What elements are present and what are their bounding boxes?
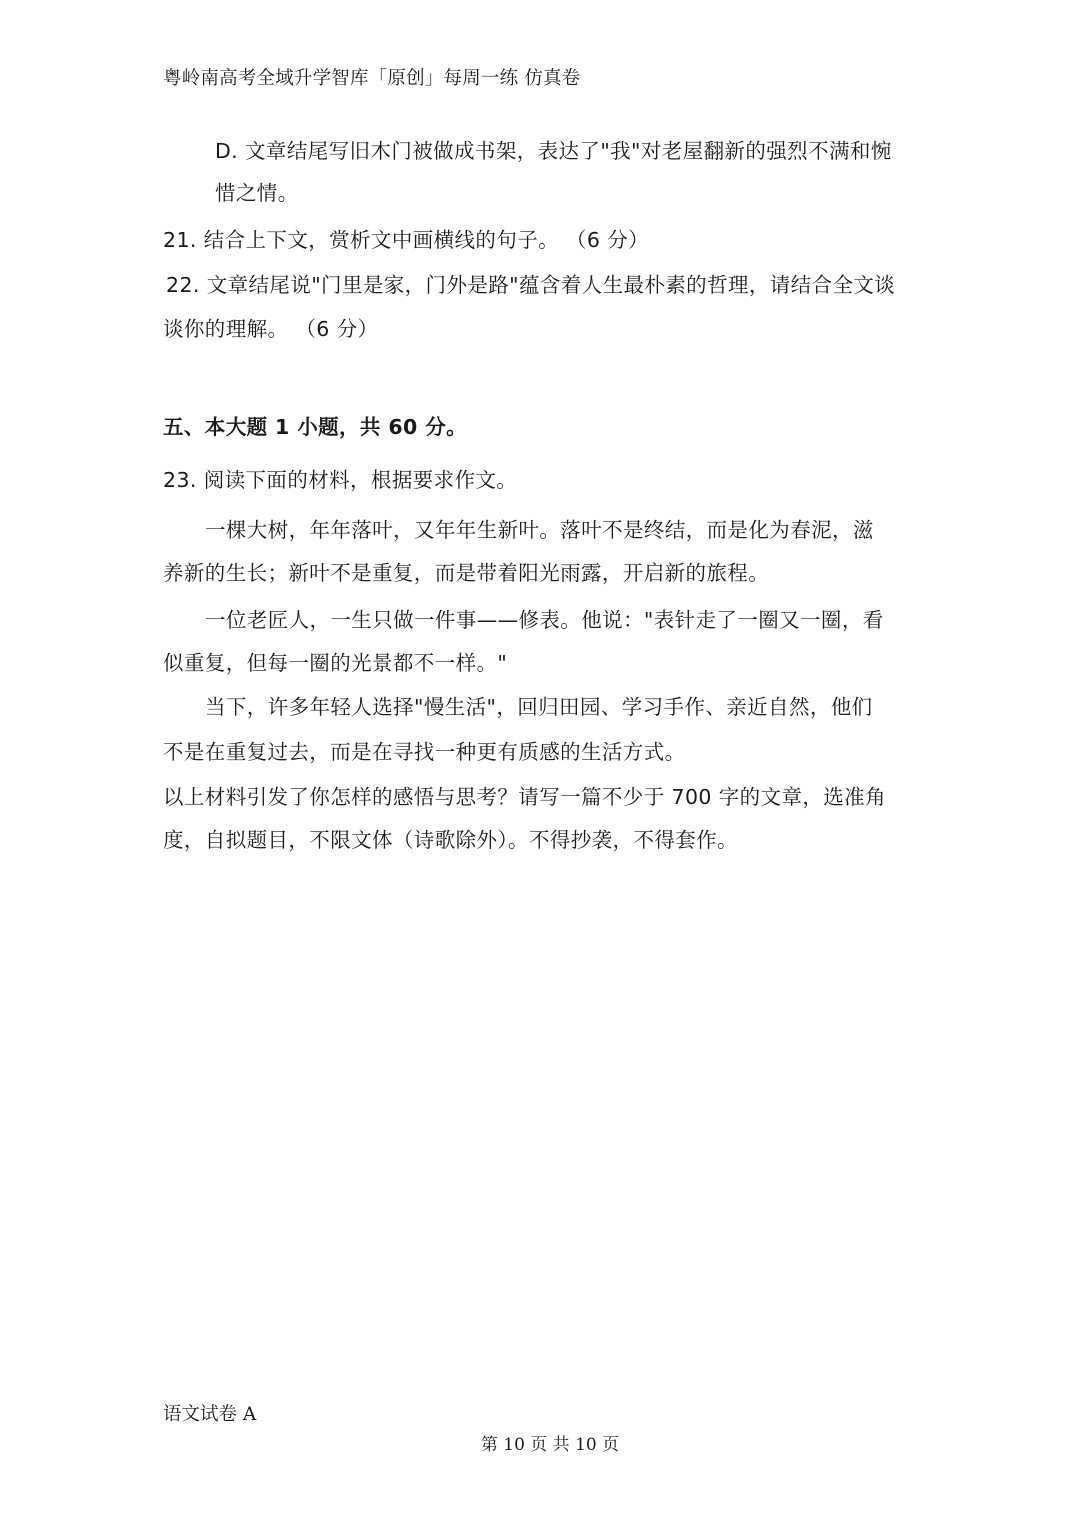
material-para-2-line-2: 似重复，但每一圈的光景都不一样。" — [163, 651, 508, 675]
writing-prompt-line-1: 以上材料引发了你怎样的感悟与思考？请写一篇不少于 700 字的文章，选准角 — [163, 785, 886, 809]
section-5-heading: 五、本大题 1 小题，共 60 分。 — [163, 415, 468, 439]
question-21: 21. 结合上下文，赏析文中画横线的句子。 （6 分） — [163, 228, 649, 252]
material-para-1-line-2: 养新的生长；新叶不是重复，而是带着阳光雨露，开启新的旅程。 — [163, 561, 770, 585]
page-header: 粤岭南高考全域升学智库「原创」每周一练 仿真卷 — [163, 68, 581, 89]
question-23-intro: 23. 阅读下面的材料，根据要求作文。 — [163, 468, 518, 492]
material-para-3-line-1: 当下，许多年轻人选择"慢生活"，回归田园、学习手作、亲近自然，他们 — [205, 695, 873, 719]
material-para-3-line-2: 不是在重复过去，而是在寻找一种更有质感的生活方式。 — [163, 740, 686, 764]
material-para-1-line-1: 一棵大树，年年落叶，又年年生新叶。落叶不是终结，而是化为春泥，滋 — [205, 518, 874, 542]
q20-option-d-line-1: D. 文章结尾写旧木门被做成书架，表达了"我"对老屋翻新的强烈不满和惋 — [215, 139, 892, 163]
question-22-line-1: 22. 文章结尾说"门里是家，门外是路"蕴含着人生最朴素的哲理，请结合全文谈 — [166, 273, 896, 297]
footer-paper-label: 语文试卷 A — [163, 1404, 257, 1425]
question-22-line-2: 谈你的理解。 （6 分） — [163, 317, 379, 341]
writing-prompt-line-2: 度，自拟题目，不限文体（诗歌除外）。不得抄袭，不得套作。 — [163, 828, 738, 852]
material-para-2-line-1: 一位老匠人，一生只做一件事——修表。他说："表针走了一圈又一圈，看 — [205, 608, 884, 632]
q20-option-d-line-2: 惜之情。 — [215, 181, 299, 205]
footer-page-number: 第 10 页 共 10 页 — [480, 1435, 620, 1455]
